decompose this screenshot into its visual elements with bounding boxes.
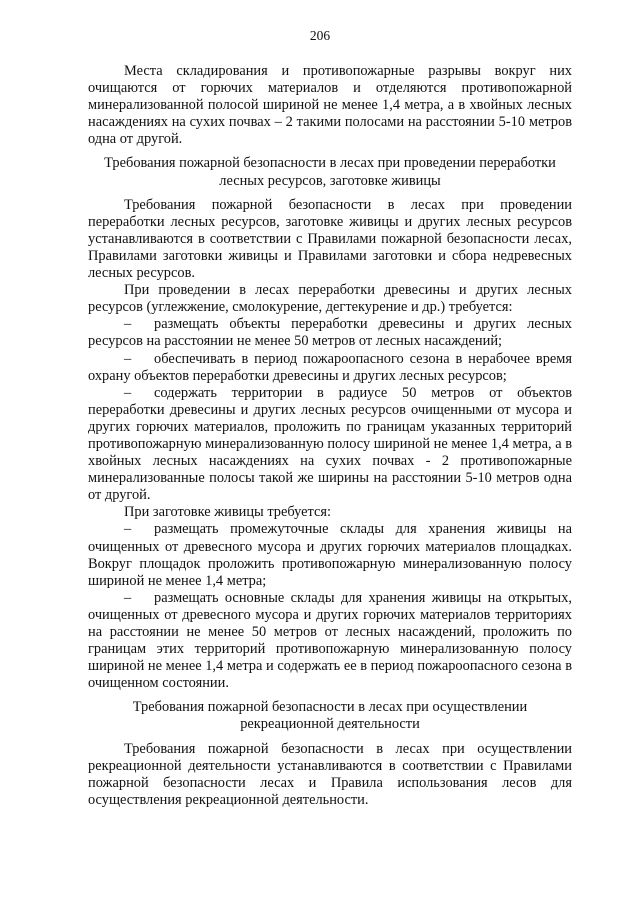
paragraph-processing-requirements: Требования пожарной безопасности в лесах при проведении переработки лесных ресурсов, заготовке живицы и других лесных ресурсов устанавливаются в соответствии с Правилами пожарной безопасности лесах, Правилами заготовки живицы и Правилами заготовки и сбора недревесных лесных ресурсов. (88, 196, 572, 282)
dash-marker: – (124, 350, 132, 367)
dash-marker: – (124, 316, 132, 333)
page-content (88, 63, 572, 809)
paragraph-storage-sites: Места складирования и противопожарные разрывы вокруг них очищаются от горючих материалов и отделяются противопожарной минерализованной полосой шириной не менее 1,4 метра, а в хвойных лесных насаждениях на сухих почвах – 2 такими полосами на расстоянии 5-10 метров одна от другой. (88, 63, 572, 148)
section-heading-recreation: Требования пожарной безопасности в лесах при осуществлении рекреационной деятельности (132, 699, 528, 733)
list-item-clear-territory (88, 385, 572, 505)
list-item-guard-objects (88, 351, 572, 385)
list-item-text: размещать основные склады для хранения живицы на открытых, очищенных от древесного мусора и других горючих материалов территориях на расстоянии не менее 50 метров от лесных насаждений, проложить по границам этих территорий противопожарную минерализованную полосу шириной не менее 1,4 метра и содержать ее в период пожароопасного сезона в очищенном состоянии. (88, 589, 572, 692)
list-item-text: размещать промежуточные склады для хранения живицы на очищенных от древесного мусора и других горючих материалов площадках. Вокруг площадок проложить противопожарную минерализованную полосу шириной не менее 1,4 метра; (88, 521, 572, 589)
list-item-main-storage (88, 590, 572, 693)
list-item-text: обеспечивать в период пожароопасного сезона в нерабочее время охрану объектов переработки древесины и других лесных ресурсов; (88, 350, 572, 384)
paragraph-recreation-requirements: Требования пожарной безопасности в лесах при осуществлении рекреационной деятельности устанавливаются в соответствии с Правилами пожарной безопасности лесах и Правила использования лесов для осуществления рекреационной деятельности. (88, 740, 572, 808)
list-item-text: размещать объекты переработки древесины и других лесных ресурсов на расстоянии не менее 50 метров от лесных насаждений; (88, 316, 572, 350)
section-heading-processing: Требования пожарной безопасности в лесах при проведении переработки лесных ресурсов, заготовке живицы (104, 155, 556, 189)
dash-marker: – (124, 589, 132, 606)
dash-marker: – (124, 384, 132, 401)
list-item-place-objects (88, 316, 572, 350)
paragraph-resin-intro: При заготовке живицы требуется: (124, 504, 332, 521)
list-item-intermediate-storage (88, 521, 572, 589)
page-number: 206 (309, 28, 331, 43)
dash-marker: – (124, 521, 132, 538)
list-item-text: содержать территории в радиусе 50 метров от объектов переработки древесины и других лесных ресурсов очищенными от мусора и других горючих материалов, проложить по границам указанных территорий противопожарную минерализованную полосу шириной не менее 1,4 метра, а в хвойных лесных насаждениях на сухих почвах - 2 противопожарные минерализованные полосы такой же ширины на расстоянии 5-10 метров одна от другой. (88, 384, 572, 504)
paragraph-processing-intro: При проведении в лесах переработки древесины и других лесных ресурсов (углежжение, смолокурение, дегтекурение и др.) требуется: (88, 282, 572, 316)
